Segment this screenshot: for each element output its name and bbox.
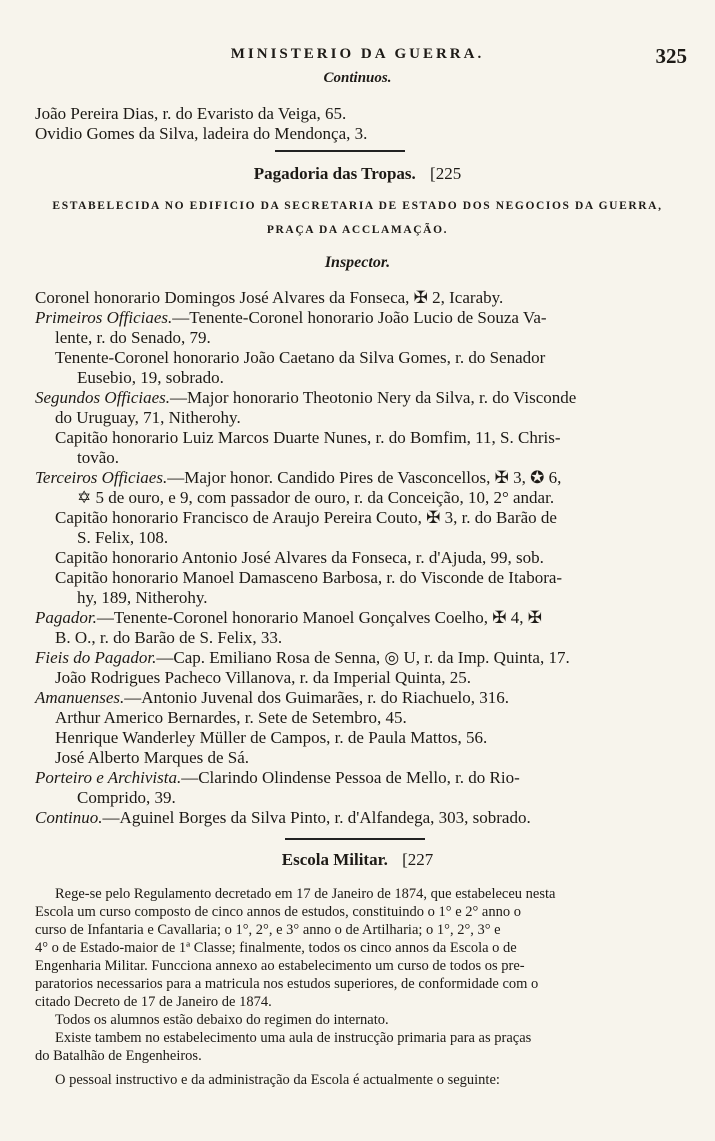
pagadoria-entry: Amanuenses.—Antonio Juvenal dos Guimarães, r. do Riachuelo, 316. [35, 688, 510, 707]
pagadoria-entry: Pagador.—Tenente-Coronel honorario Manoel Gonçalves Coelho, ✠ 4, ✠ [35, 608, 542, 627]
continuo-line-1: João Pereira Dias, r. do Evaristo da Veiga, 65. [35, 104, 347, 123]
pagadoria-entry: Eusebio, 19, sobrado. [77, 368, 224, 387]
page-number: 325 [655, 44, 687, 68]
escola-paragraph-line: Engenharia Militar. Funcciona annexo ao estabelecimento um curso de todos os pre- [35, 958, 525, 974]
pagadoria-entry: Comprido, 39. [77, 788, 176, 807]
escola-paragraph-line: O pessoal instructivo e da administração da Escola é actualmente o seguinte: [55, 1072, 500, 1088]
pagadoria-entry: do Uruguay, 71, Nitherohy. [55, 408, 241, 427]
pagadoria-entry: Capitão honorario Antonio José Alvares da Fonseca, r. d'Ajuda, 99, sob. [55, 548, 544, 567]
inspector-heading: Inspector. [324, 254, 391, 271]
pagadoria-title: Pagadoria das Tropas. [253, 164, 416, 183]
escola-paragraph-line: curso de Infantaria e Cavallaria; o 1°, 2°, e 3° anno o de Artilharia; o 1°, 2°, 3° e [35, 922, 501, 938]
pagadoria-entry: Henrique Wanderley Müller de Campos, r. de Paula Mattos, 56. [55, 728, 488, 747]
pagadoria-entry: hy, 189, Nitherohy. [77, 588, 208, 607]
pagadoria-heading [0, 164, 715, 184]
section-rule [275, 150, 405, 152]
pagadoria-entry: Capitão honorario Manoel Damasceno Barbosa, r. do Visconde de Itabora- [55, 568, 563, 587]
escola-paragraph-line: citado Decreto de 17 de Janeiro de 1874. [35, 994, 272, 1010]
pagadoria-entry: Tenente-Coronel honorario João Caetano da Silva Gomes, r. do Senador [55, 348, 546, 367]
pagadoria-entry: José Alberto Marques de Sá. [55, 748, 250, 767]
continuo-line-2: Ovidio Gomes da Silva, ladeira do Mendonça, 3. [35, 124, 368, 143]
pagadoria-entry: Continuo.—Aguinel Borges da Silva Pinto, r. d'Alfandega, 303, sobrado. [35, 808, 531, 827]
escola-title: Escola Militar. [281, 850, 388, 869]
pagadoria-entry: Segundos Officiaes.—Major honorario Theotonio Nery da Silva, r. do Visconde [35, 388, 577, 407]
escola-paragraph-line: paratorios necessarios para a matricula nos estudos superiores, de conformidade com o [35, 976, 539, 992]
escola-paragraph-line: Existe tambem no estabelecimento uma aula de instrucção primaria para as praças [55, 1030, 532, 1046]
pagadoria-entry: Arthur Americo Bernardes, r. Sete de Setembro, 45. [55, 708, 407, 727]
pagadoria-entry: Porteiro e Archivista.—Clarindo Olindense Pessoa de Mello, r. do Rio- [35, 768, 520, 787]
running-header [0, 44, 715, 68]
pagadoria-entry: Terceiros Officiaes.—Major honor. Candido Pires de Vasconcellos, ✠ 3, ✪ 6, [35, 468, 562, 487]
pagadoria-entry: Capitão honorario Francisco de Araujo Pereira Couto, ✠ 3, r. do Barão de [55, 508, 557, 527]
pagadoria-entry: Primeiros Officiaes.—Tenente-Coronel honorario João Lucio de Souza Va- [35, 308, 547, 327]
escola-heading [0, 850, 715, 870]
section-rule [285, 838, 425, 840]
pagadoria-subtitle-2: PRAÇA DA ACCLAMAÇÃO. [266, 224, 449, 236]
pagadoria-entry: B. O., r. do Barão de S. Felix, 33. [55, 628, 283, 647]
ministry-title: MINISTERIO DA GUERRA. [230, 46, 485, 62]
escola-paragraph-line: do Batalhão de Engenheiros. [35, 1048, 202, 1064]
pagadoria-entry: Fieis do Pagador.—Cap. Emiliano Rosa de Senna, ◎ U, r. da Imp. Quinta, 17. [35, 648, 570, 667]
pagadoria-entry: Capitão honorario Luiz Marcos Duarte Nunes, r. do Bomfim, 11, S. Chris- [55, 428, 561, 447]
escola-paragraph-line: 4° o de Estado-maior de 1ª Classe; finalmente, todos os cinco annos da Escola o de [35, 940, 517, 956]
pagadoria-entry: tovão. [77, 448, 120, 467]
pagadoria-entry: lente, r. do Senado, 79. [55, 328, 211, 347]
pagadoria-entry: João Rodrigues Pacheco Villanova, r. da Imperial Quinta, 25. [55, 668, 472, 687]
escola-paragraph-line: Escola um curso composto de cinco annos de estudos, constituindo o 1° e 2° anno o [35, 904, 521, 920]
pagadoria-entry: S. Felix, 108. [77, 528, 169, 547]
pagadoria-ref: [225 [430, 164, 462, 183]
pagadoria-subtitle-1: ESTABELECIDA NO EDIFICIO DA SECRETARIA DE ESTADO DOS NEGOCIOS DA GUERRA, [52, 200, 663, 212]
continuos-heading: Continuos. [323, 70, 392, 86]
escola-paragraph-line: Todos os alumnos estão debaixo do regimen do internato. [55, 1012, 389, 1028]
pagadoria-entry: Coronel honorario Domingos José Alvares da Fonseca, ✠ 2, Icaraby. [35, 288, 504, 307]
escola-ref: [227 [402, 850, 434, 869]
pagadoria-entry: ✡ 5 de ouro, e 9, com passador de ouro, r. da Conceição, 10, 2° andar. [77, 488, 555, 507]
escola-paragraph-line: Rege-se pelo Regulamento decretado em 17 de Janeiro de 1874, que estabeleceu nesta [55, 886, 556, 902]
